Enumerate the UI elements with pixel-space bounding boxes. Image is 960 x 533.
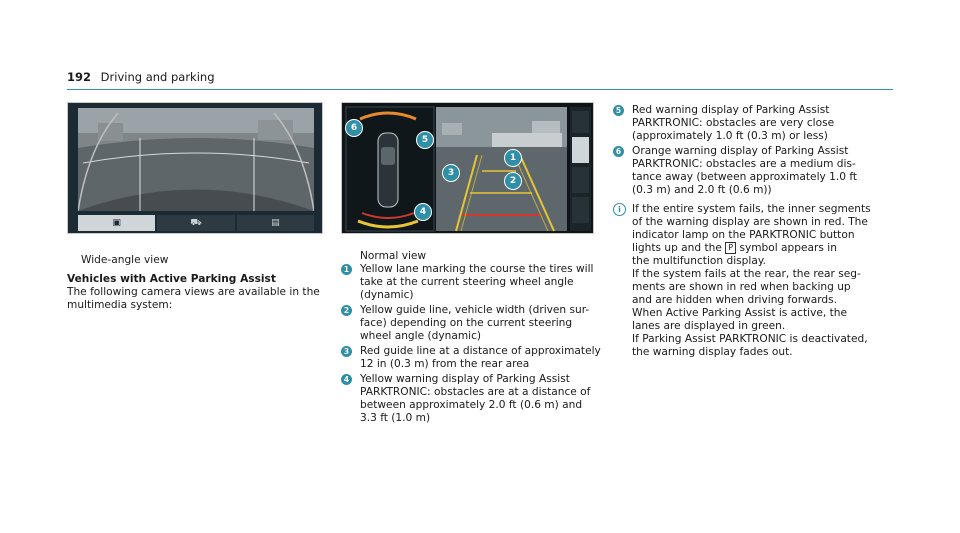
item-text: Red warning display of Parking Assist [632, 104, 830, 116]
item-text: PARKTRONIC: obstacles are at a distance of [360, 386, 591, 398]
subheading-active-parking-assist: Vehicles with Active Parking Assist [67, 273, 276, 285]
camera-view-buttons [78, 215, 314, 231]
item-text: PARKTRONIC: obstacles are a medium dis- [632, 158, 856, 170]
item-text: take at the current steering wheel angle [360, 276, 574, 288]
marker-2: 2 [504, 172, 522, 190]
list-item-3 [341, 345, 603, 371]
wide-angle-view-button[interactable] [78, 215, 155, 231]
top-view-button[interactable] [237, 215, 314, 231]
note-text: indicator lamp on the PARKTRONIC button [632, 229, 855, 241]
item-text: Yellow lane marking the course the tires will [360, 263, 594, 275]
item-text: (dynamic) [360, 289, 414, 301]
note-text-with-symbol [632, 242, 875, 255]
car-top-icon: ▤ [271, 218, 280, 228]
list-item-6 [613, 145, 875, 197]
column-1 [67, 254, 323, 312]
intro-line: The following camera views are available in the [67, 286, 320, 298]
item-text: between approximately 2.0 ft (0.6 m) and [360, 399, 583, 411]
item-text: Yellow guide line, vehicle width (driven sur- [360, 304, 590, 316]
info-note [613, 203, 875, 359]
note-text: lights up and the [632, 242, 722, 254]
number-badge: 3 [341, 346, 352, 357]
number-badge: 1 [341, 264, 352, 275]
wide-angle-view-figure [67, 102, 323, 234]
item-text: (approximately 1.0 ft (0.3 m) or less) [632, 130, 828, 142]
number-badge: 2 [341, 305, 352, 316]
normal-view-figure [341, 102, 594, 234]
note-text: symbol appears in [739, 242, 837, 254]
item-text: Yellow warning display of Parking Assist [360, 373, 570, 385]
number-badge: 5 [613, 105, 624, 116]
note-text: and are hidden when driving forwards. [632, 294, 838, 306]
camera-icon: ▣ [112, 218, 121, 228]
number-badge: 6 [613, 146, 624, 157]
section-title: Driving and parking [100, 70, 215, 84]
item-text: tance away (between approximately 1.0 ft [632, 171, 858, 183]
note-text: If the entire system fails, the inner segments [632, 203, 871, 215]
page-header [67, 70, 215, 84]
note-text: of the warning display are shown in red. The [632, 216, 868, 228]
note-text: the warning display fades out. [632, 346, 793, 358]
note-text: If the system fails at the rear, the rear seg- [632, 268, 861, 280]
item-text: face) depending on the current steering [360, 317, 573, 329]
item-text: (0.3 m) and 2.0 ft (0.6 m)) [632, 184, 772, 196]
item-text: PARKTRONIC: obstacles are very close [632, 117, 835, 129]
note-text: ments are shown in red when backing up [632, 281, 851, 293]
item-text: wheel angle (dynamic) [360, 330, 482, 342]
note-text: When Active Parking Assist is active, the [632, 307, 847, 319]
list-item-1 [341, 263, 603, 302]
wide-angle-caption: Wide-angle view [81, 254, 169, 266]
header-divider [67, 89, 893, 90]
info-icon: i [613, 203, 626, 216]
list-item-4 [341, 373, 603, 425]
page-number: 192 [67, 70, 92, 84]
item-text: 3.3 ft (1.0 m) [360, 412, 431, 424]
marker-5: 5 [416, 131, 434, 149]
camera-image [78, 108, 314, 211]
marker-4: 4 [414, 203, 432, 221]
note-text: lanes are displayed in green. [632, 320, 786, 332]
note-text: the multifunction display. [632, 255, 766, 267]
note-text: If Parking Assist PARKTRONIC is deactivated, [632, 333, 868, 345]
parktronic-off-symbol-icon: P̅ [725, 242, 736, 254]
marker-1: 1 [504, 149, 522, 167]
list-item-2 [341, 304, 603, 343]
intro-line: multimedia system: [67, 299, 173, 311]
column-3 [613, 104, 875, 359]
item-text: Red guide line at a distance of approximately [360, 345, 601, 357]
marker-3: 3 [442, 164, 460, 182]
number-badge: 4 [341, 374, 352, 385]
marker-6: 6 [345, 119, 363, 137]
item-text: Orange warning display of Parking Assist [632, 145, 849, 157]
item-text: 12 in (0.3 m) from the rear area [360, 358, 530, 370]
list-item-5 [613, 104, 875, 143]
column-2 [341, 250, 603, 427]
car-rear-icon: ⛟ [190, 217, 202, 228]
normal-view-button[interactable] [157, 215, 234, 231]
normal-view-caption: Normal view [360, 250, 427, 262]
